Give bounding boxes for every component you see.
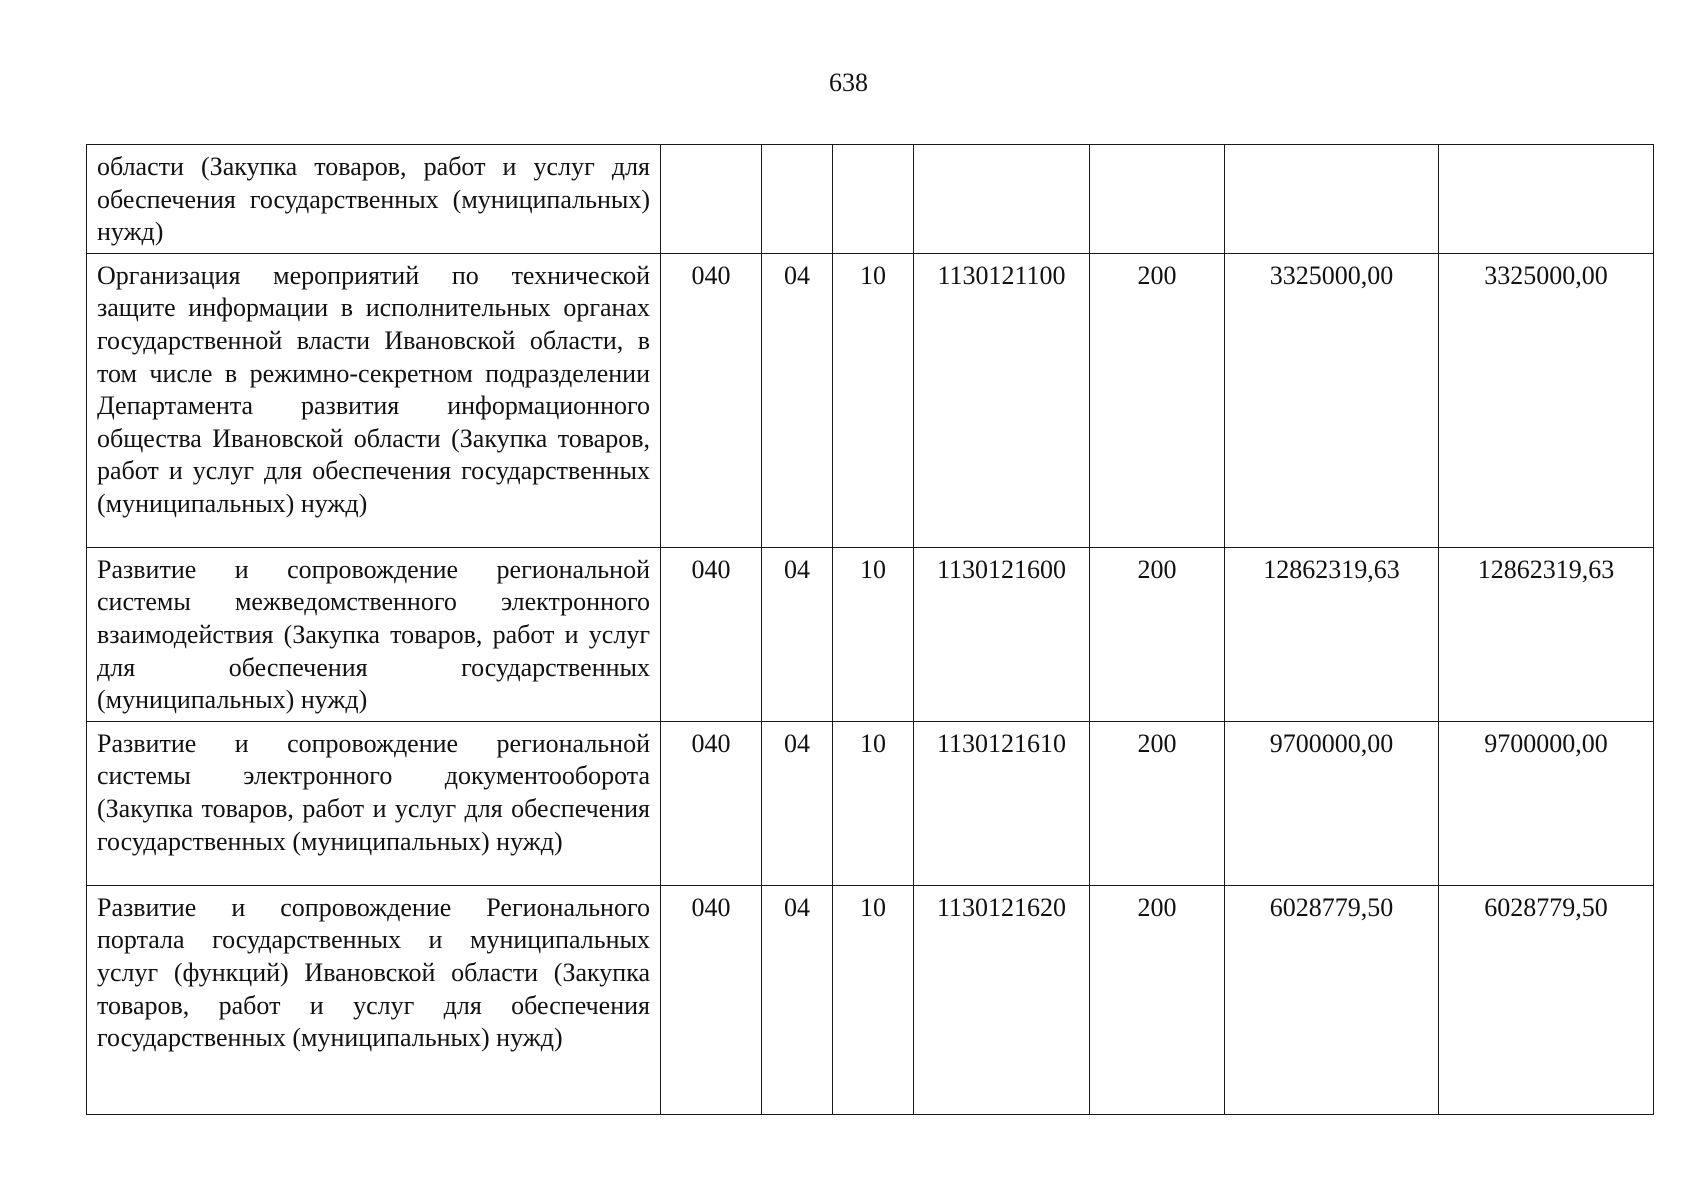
- expense-type-code: 200: [1090, 253, 1225, 547]
- section-code: [762, 145, 833, 254]
- subsection-code: 10: [833, 885, 914, 1114]
- subsection-code: 10: [833, 721, 914, 885]
- subsection-code: 10: [833, 253, 914, 547]
- section-code: 04: [762, 253, 833, 547]
- row-description: Развитие и сопровождение региональной системы межведомственного электронного взаимодействия (Закупка товаров, работ и услуг для обеспечения государственных (муниципальных) нужд): [87, 547, 661, 721]
- target-article-code: [914, 145, 1090, 254]
- target-article-code: 1130121600: [914, 547, 1090, 721]
- amount-first: 6028779,50: [1225, 885, 1439, 1114]
- amount-first: 9700000,00: [1225, 721, 1439, 885]
- ministry-code: 040: [661, 721, 762, 885]
- section-code: 04: [762, 547, 833, 721]
- table-row: [87, 145, 1654, 254]
- budget-table: [86, 144, 1654, 1115]
- expense-type-code: 200: [1090, 547, 1225, 721]
- table-row: [87, 721, 1654, 885]
- amount-second: 12862319,63: [1439, 547, 1654, 721]
- amount-first: 3325000,00: [1225, 253, 1439, 547]
- ministry-code: 040: [661, 885, 762, 1114]
- row-description: Развитие и сопровождение Регионального портала государственных и муниципальных услуг (функций) Ивановской области (Закупка товаров, работ и услуг для обеспечения государственных (муниципальных) нужд): [87, 885, 661, 1114]
- amount-first: 12862319,63: [1225, 547, 1439, 721]
- table-row: [87, 885, 1654, 1114]
- amount-second: 6028779,50: [1439, 885, 1654, 1114]
- target-article-code: 1130121620: [914, 885, 1090, 1114]
- amount-second: 9700000,00: [1439, 721, 1654, 885]
- subsection-code: 10: [833, 547, 914, 721]
- ministry-code: [661, 145, 762, 254]
- expense-type-code: 200: [1090, 885, 1225, 1114]
- section-code: 04: [762, 885, 833, 1114]
- row-description: Организация мероприятий по технической защите информации в исполнительных органах государственной власти Ивановской области, в том числе в режимно-секретном подразделении Департамента развития информационного общества Ивановской области (Закупка товаров, работ и услуг для обеспечения государственных (муниципальных) нужд): [87, 253, 661, 547]
- ministry-code: 040: [661, 253, 762, 547]
- section-code: 04: [762, 721, 833, 885]
- target-article-code: 1130121100: [914, 253, 1090, 547]
- table-row: [87, 253, 1654, 547]
- subsection-code: [833, 145, 914, 254]
- ministry-code: 040: [661, 547, 762, 721]
- row-description: области (Закупка товаров, работ и услуг для обеспечения государственных (муниципальных) нужд): [87, 145, 661, 254]
- table-row: [87, 547, 1654, 721]
- amount-second: 3325000,00: [1439, 253, 1654, 547]
- expense-type-code: [1090, 145, 1225, 254]
- row-description: Развитие и сопровождение региональной системы электронного документооборота (Закупка товаров, работ и услуг для обеспечения государственных (муниципальных) нужд): [87, 721, 661, 885]
- amount-second: [1439, 145, 1654, 254]
- expense-type-code: 200: [1090, 721, 1225, 885]
- target-article-code: 1130121610: [914, 721, 1090, 885]
- amount-first: [1225, 145, 1439, 254]
- page-number: 638: [829, 68, 868, 97]
